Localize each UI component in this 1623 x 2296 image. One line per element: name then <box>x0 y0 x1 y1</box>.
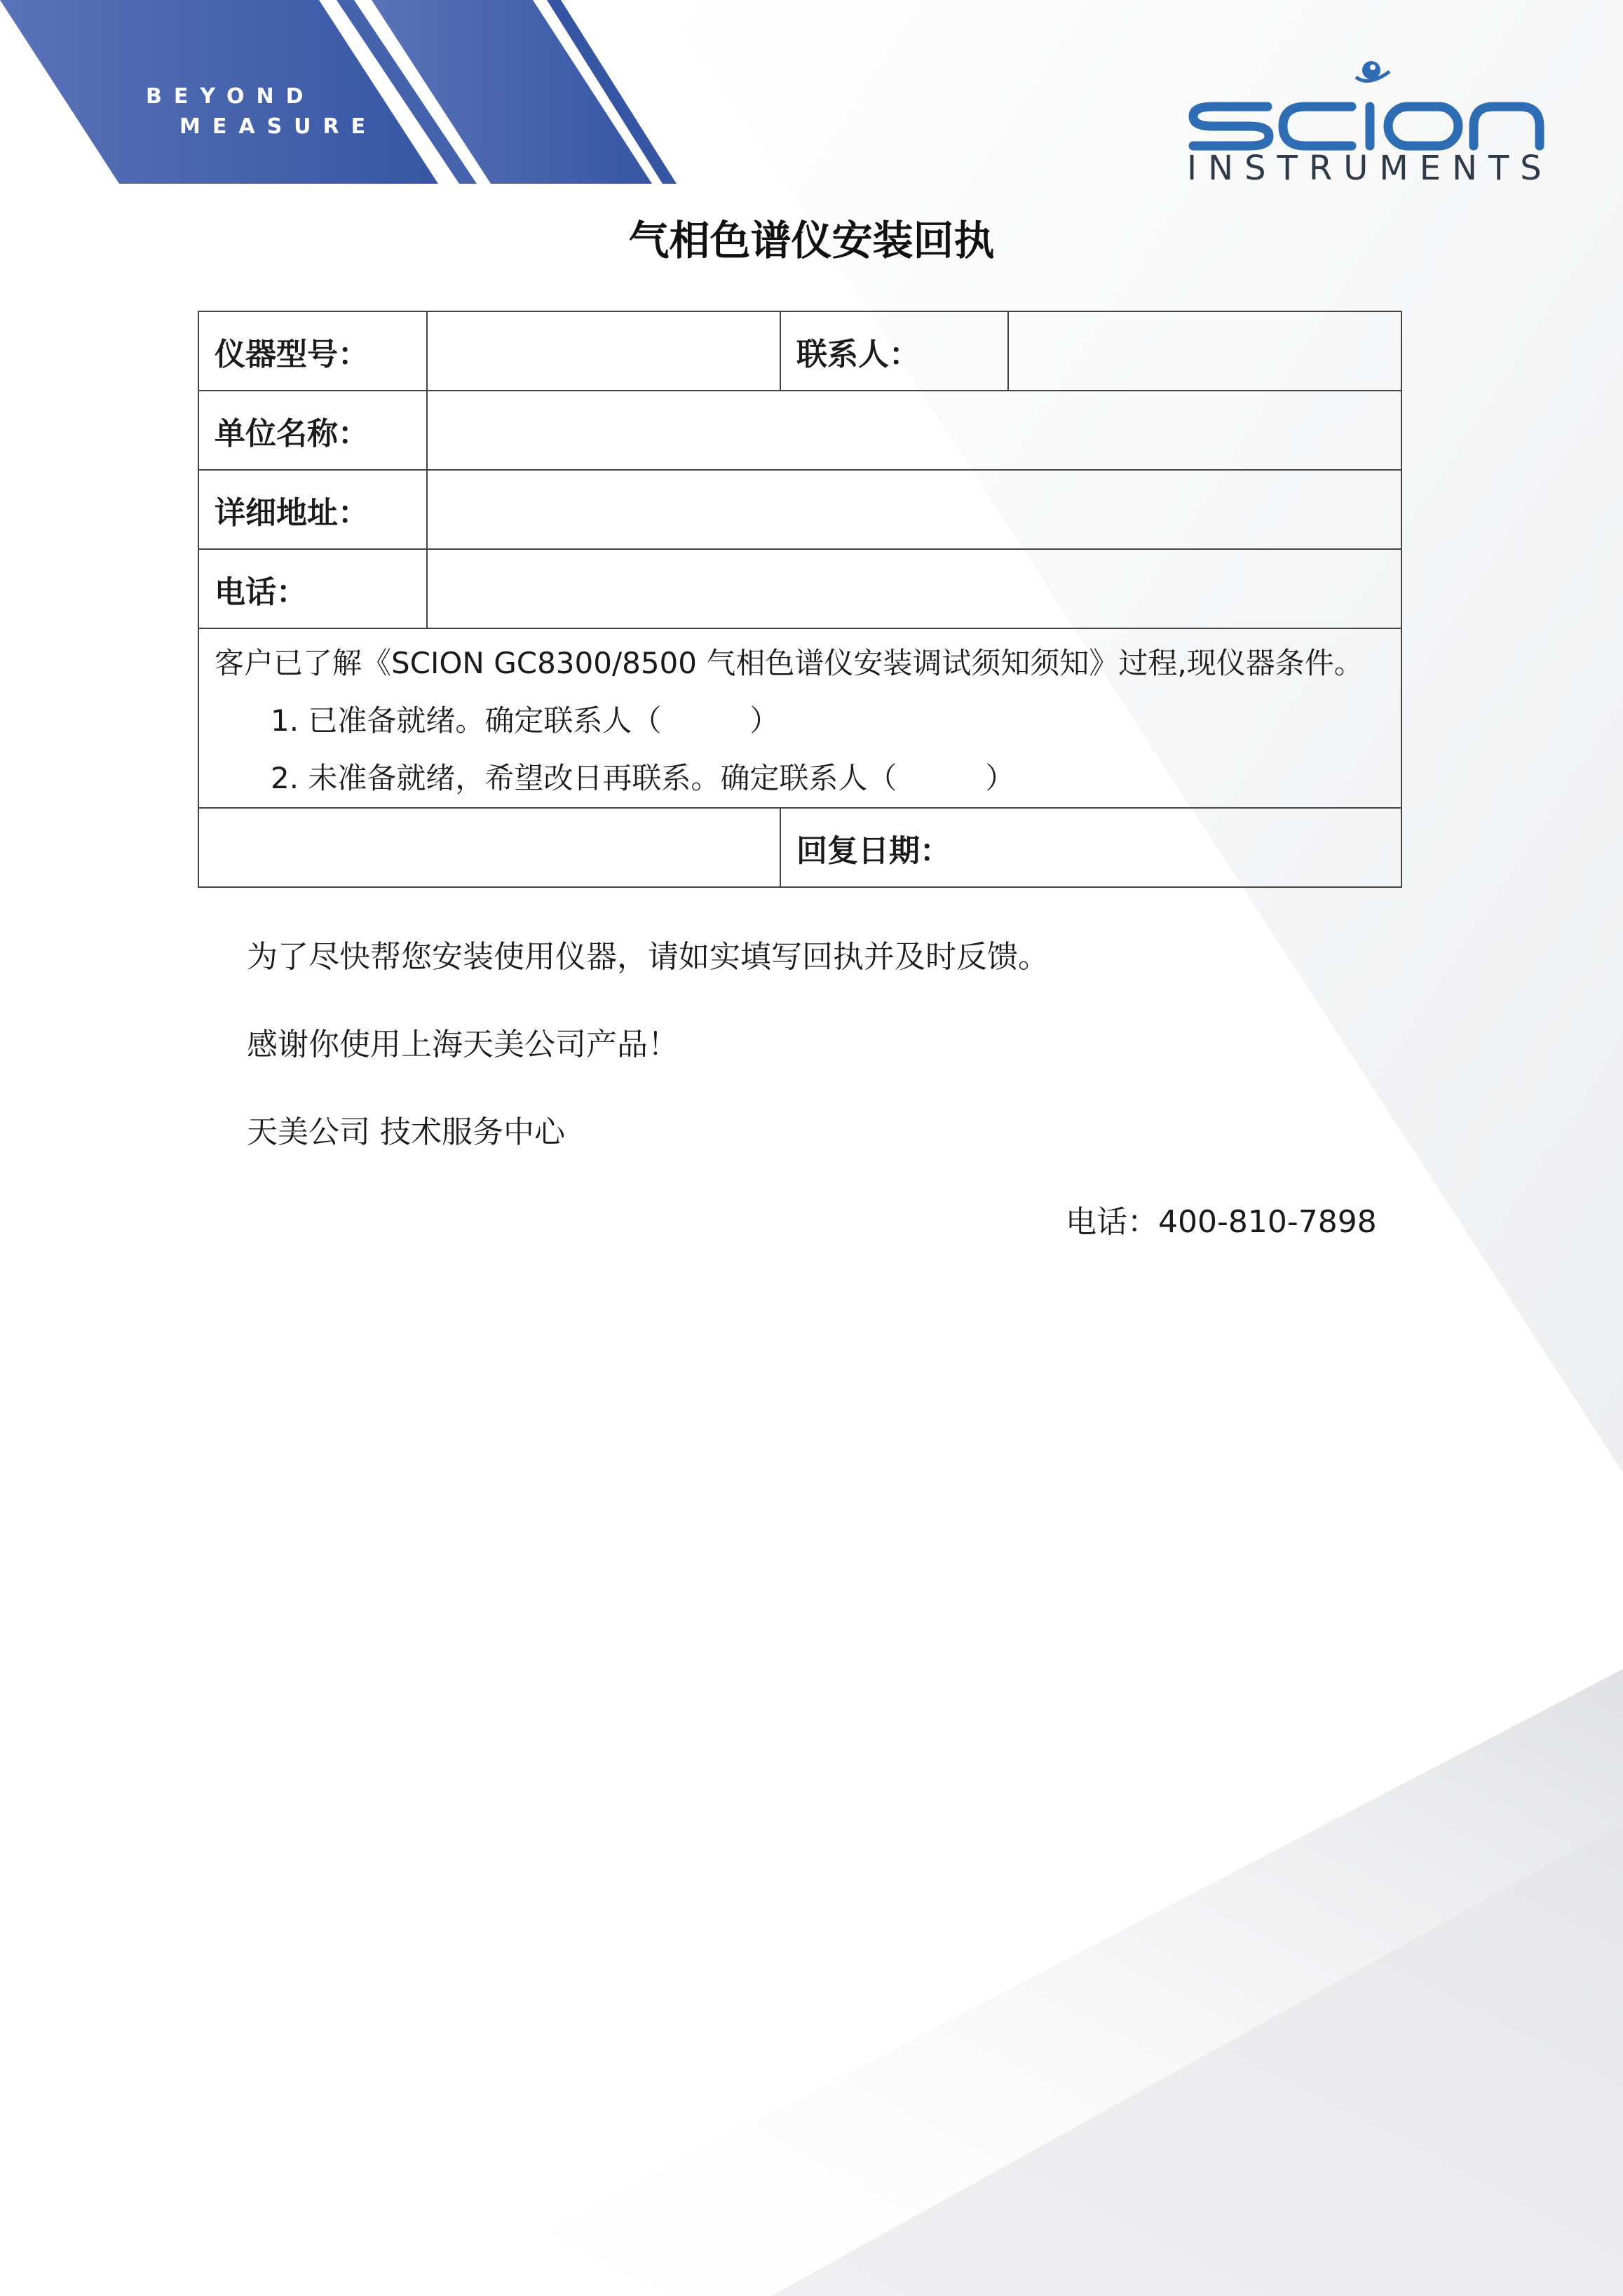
address-field[interactable] <box>427 470 1401 549</box>
option-not-ready[interactable]: 2. 未准备就绪，希望改日再联系。确定联系人（ ） <box>271 761 1015 795</box>
phone-label: 电话： <box>198 549 427 628</box>
option-ready[interactable]: 1. 已准备就绪。确定联系人（ ） <box>271 703 780 738</box>
row-address <box>198 470 1401 549</box>
page-title: 气相色谱仪安装回执 <box>628 217 995 264</box>
company-label: 单位名称： <box>198 391 427 470</box>
model-field[interactable] <box>427 311 780 391</box>
address-label: 详细地址： <box>198 470 427 549</box>
signature-field[interactable] <box>198 808 780 887</box>
row-phone <box>198 549 1401 628</box>
row-notice <box>198 628 1401 808</box>
instruction-text: 为了尽快帮您安装使用仪器，请如实填写回执并及时反馈。 <box>247 939 1049 975</box>
receipt-form <box>198 311 1402 888</box>
tagline-beyond: BEYOND <box>146 84 315 109</box>
signoff-text: 天美公司 技术服务中心 <box>247 1114 565 1150</box>
notice-cell <box>198 628 1401 808</box>
row-model <box>198 311 1401 391</box>
header-band <box>0 0 687 184</box>
thanks-text: 感谢你使用上海天美公司产品！ <box>247 1027 679 1062</box>
company-field[interactable] <box>427 391 1401 470</box>
tagline-measure: MEASURE <box>179 114 378 139</box>
model-label: 仪器型号： <box>198 311 427 391</box>
row-company <box>198 391 1401 470</box>
contact-label: 联系人： <box>780 311 1008 391</box>
hotline-phone: 电话：400-810-7898 <box>1066 1204 1377 1240</box>
phone-field[interactable] <box>427 549 1401 628</box>
reply-date-label: 回复日期： <box>780 808 1401 887</box>
row-reply <box>198 808 1401 887</box>
contact-field[interactable] <box>1008 311 1401 391</box>
notice-text: 客户已了解《SCION GC8300/8500 气相色谱仪安装调试须知须知》过程,现仪器条件。 <box>215 646 1364 680</box>
logo-subtitle: INSTRUMENTS <box>1187 149 1553 188</box>
